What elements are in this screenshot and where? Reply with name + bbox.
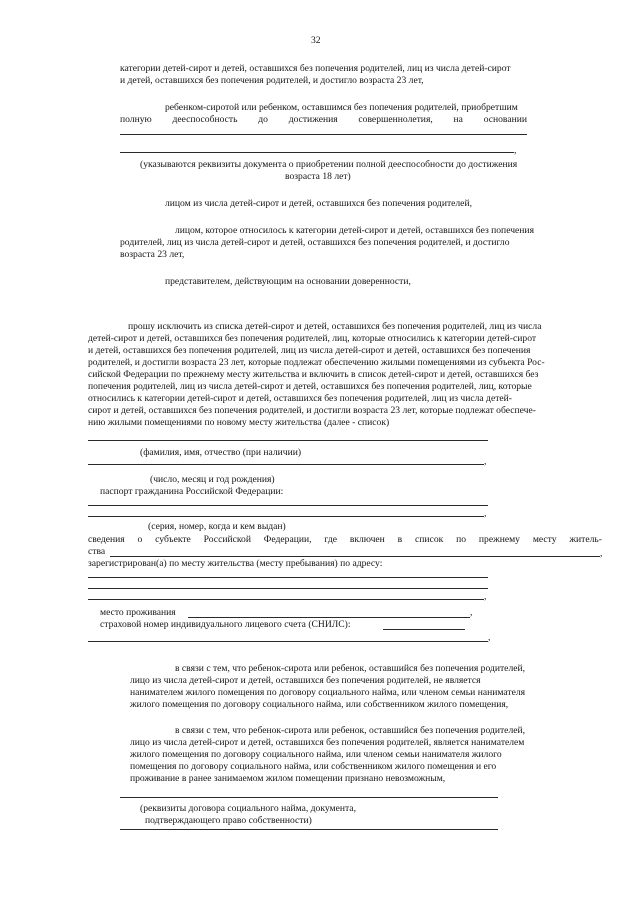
registration-line-2[interactable] <box>88 588 488 589</box>
contract-line-1[interactable] <box>120 797 498 798</box>
request-line-7: относились к категории детей-сирот и детей, оставшихся без попечения родителей, лиц из числа детей- <box>88 393 512 404</box>
reason-2-line-4: помещения по договору социального найма, или собственником жилого помещения и его <box>130 761 497 772</box>
word: о <box>137 534 143 545</box>
comma-mark: , <box>484 508 487 519</box>
comma-mark: , <box>600 548 603 559</box>
passport-line-2[interactable] <box>88 516 484 517</box>
registration-label: зарегистрирован(а) по месту жительства (месту пребывания) по адресу: <box>88 558 383 569</box>
word: включен <box>349 534 385 545</box>
contract-caption-1: (реквизиты договора социального найма, документа, <box>140 803 356 814</box>
birth-date-caption: (число, месяц и год рождения) <box>150 474 275 485</box>
word: Федерации, <box>263 534 312 545</box>
reason-2-line-1: в связи с тем, что ребенок-сирота или ребенок, оставшийся без попечения родителей, <box>175 725 526 736</box>
subject-info-line <box>88 534 602 545</box>
word: прежнему <box>478 534 520 545</box>
subject-info-cont: ства <box>88 546 106 557</box>
word: Российской <box>203 534 251 545</box>
reason-1-line-2: лицо из числа детей-сирот и детей, оставшихся без попечения родителей, не является <box>130 675 481 686</box>
request-line-9: нию жилыми помещениями по новому месту жительства (далее - список) <box>88 417 390 428</box>
capacity-caption-2: возраста 18 лет) <box>285 171 351 182</box>
word: где <box>324 534 337 545</box>
option-former-orphan-line2: родителей, лиц из числа детей-сирот и детей, оставшихся без попечения родителей, и достигло <box>120 237 510 248</box>
full-name-caption: (фамилия, имя, отчество (при наличии) <box>140 447 302 458</box>
reason-2-line-5: проживание в ранее занимаемом жилом помещении признано невозможным, <box>130 773 446 784</box>
word: субъекте <box>155 534 191 545</box>
registration-line-3[interactable] <box>88 599 484 600</box>
word: в <box>397 534 403 545</box>
word: список <box>415 534 444 545</box>
contract-line-2[interactable] <box>120 829 498 830</box>
word: дееспособность <box>172 114 238 125</box>
page-number: 32 <box>311 35 321 46</box>
request-line-4: родителей, и достигли возраста 23 лет, которые подлежат обеспечению жилыми помещениями из субъекта Рос- <box>88 357 545 368</box>
word: сведения <box>88 534 125 545</box>
fill-line[interactable] <box>120 134 527 135</box>
passport-label: паспорт гражданина Российской Федерации: <box>100 486 284 497</box>
subject-line[interactable] <box>110 556 600 557</box>
word: полную <box>120 114 152 125</box>
word: основании <box>483 114 527 125</box>
option-orphan-capacity-line1: ребенком-сиротой или ребенком, оставшимся без попечения родителей, приобретшим <box>165 102 518 113</box>
word: достижения <box>288 114 338 125</box>
word: до <box>258 114 268 125</box>
comma-mark: , <box>488 632 491 643</box>
comma-mark: , <box>470 607 473 618</box>
residence-line[interactable] <box>188 617 470 618</box>
word: месту <box>532 534 557 545</box>
reason-1-line-3: нанимателем жилого помещения по договору социального найма, или членом семьи нанимателя <box>130 687 526 698</box>
reason-2-line-3: жилого помещения по договору социального найма, или членом семьи нанимателя жилого <box>130 749 502 760</box>
full-name-line-2[interactable] <box>88 464 484 465</box>
snils-label: страховой номер индивидуального лицевого счета (СНИЛС): <box>100 619 351 630</box>
capacity-caption-1: (указываются реквизиты документа о приобретении полной дееспособности до достижения <box>140 159 518 170</box>
request-line-3: и детей, оставшихся без попечения родителей, лиц из числа детей-сирот и детей, оставшихся без попечения <box>88 345 531 356</box>
request-line-5: сийской Федерации по прежнему месту жительства и включить в список детей-сирот и детей, оставшихся без <box>88 369 539 380</box>
reason-1-line-4: жилого помещения по договору социального найма, или собственником жилого помещения, <box>130 699 509 710</box>
top-line-1: категории детей-сирот и детей, оставшихся без попечения родителей, лиц из числа детей-сирот <box>120 63 511 74</box>
request-line-8: сирот и детей, оставшихся без попечения родителей, и достигли возраста 23 лет, которые подлежат обеспече- <box>88 405 536 416</box>
comma-mark: , <box>484 456 487 467</box>
word: совершеннолетия, <box>358 114 433 125</box>
option-orphan-person: лицом из числа детей-сирот и детей, оставшихся без попечения родителей, <box>165 198 472 209</box>
option-orphan-capacity-line2 <box>120 114 527 125</box>
option-former-orphan-line1: лицом, которое относилось к категории детей-сирот и детей, оставшихся без попечения <box>175 225 534 236</box>
comma-mark: , <box>484 591 487 602</box>
request-line-2: детей-сирот и детей, оставшихся без попечения родителей, лиц, которые относились к категории детей-сирот <box>88 333 537 344</box>
snils-line[interactable] <box>383 629 465 630</box>
option-representative: представителем, действующим на основании доверенности, <box>165 276 411 287</box>
contract-caption-2: подтверждающего право собственности) <box>145 815 312 826</box>
reason-2-line-2: лицо из числа детей-сирот и детей, оставшихся без попечения родителей, является нанимателем <box>130 737 525 748</box>
reason-1-line-1: в связи с тем, что ребенок-сирота или ребенок, оставшийся без попечения родителей, <box>175 663 526 674</box>
word: житель- <box>569 534 602 545</box>
passport-line-1[interactable] <box>88 505 488 506</box>
top-line-2: и детей, оставшихся без попечения родителей, и достигло возраста 23 лет, <box>120 75 424 86</box>
request-line-6: попечения родителей, лиц из числа детей-сирот и детей, оставшихся без попечения родителей, лиц, которые <box>88 381 532 392</box>
comma-mark: , <box>514 145 517 156</box>
word: по <box>456 534 467 545</box>
passport-details-caption: (серия, номер, когда и кем выдан) <box>148 521 286 532</box>
word: на <box>453 114 463 125</box>
residence-label: место проживания <box>100 607 176 618</box>
registration-line-1[interactable] <box>88 577 488 578</box>
full-name-line[interactable] <box>88 440 488 441</box>
option-former-orphan-line3: возраста 23 лет, <box>120 249 185 260</box>
fill-line[interactable] <box>120 152 514 153</box>
snils-line-2[interactable] <box>88 641 488 642</box>
request-line-1: прошу исключить из списка детей-сирот и детей, оставшихся без попечения родителей, лиц из числа <box>128 321 542 332</box>
